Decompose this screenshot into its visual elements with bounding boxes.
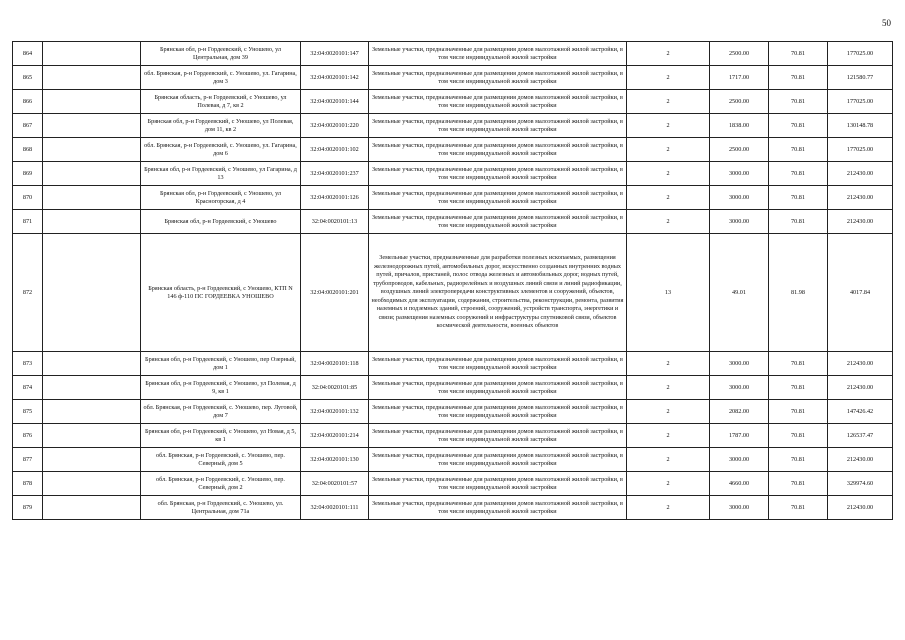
area-cell: 2500.00 — [710, 42, 769, 66]
specific-value-cell: 70.81 — [769, 424, 828, 448]
cadastral-number-cell: 32:04:0020101:111 — [301, 496, 369, 520]
area-cell: 1787.00 — [710, 424, 769, 448]
row-number-cell: 877 — [13, 448, 43, 472]
address-cell: Брянская область, р-н Гордеевский, с Уношево, ул Полевая, д 7, кв 2 — [141, 90, 301, 114]
cadastral-value-cell: 126537.47 — [828, 424, 893, 448]
specific-value-cell: 70.81 — [769, 376, 828, 400]
row-number-cell: 878 — [13, 472, 43, 496]
row-number-cell: 874 — [13, 376, 43, 400]
row-number-cell: 873 — [13, 352, 43, 376]
cadastral-number-cell: 32:04:0020101:147 — [301, 42, 369, 66]
row-number-cell: 866 — [13, 90, 43, 114]
cadastral-number-cell: 32:04:0020101:13 — [301, 210, 369, 234]
row-number-cell: 869 — [13, 162, 43, 186]
row-number-cell: 876 — [13, 424, 43, 448]
blank-cell — [43, 376, 141, 400]
area-cell: 3000.00 — [710, 162, 769, 186]
cadastral-value-cell: 121580.77 — [828, 66, 893, 90]
land-use-cell: Земельные участки, предназначенные для разработки полезных ископаемых, размещения железнодорожных путей, автомобильных дорог, искусственно созданных внутренних водных путей, причалов, пристаней, полос отвода железных и автомобильных дорог, водных путей, трубопроводов, кабельных, радиорелейных и воздушных линий связи и линий радиофикации, воздушных линий электропередачи конструктивных элементов и сооружений, объектов, необходимых для эксплуатации, содержания, строительства, реконструкции, ремонта, развития наземных и подземных зданий, строений, сооружений, устройств транспорта, энергетики и связи; размещения наземных сооружений и инфраструктуры спутниковой связи, объектов космической деятельности, военных объектов — [369, 234, 627, 352]
cadastral-number-cell: 32:04:0020101:132 — [301, 400, 369, 424]
blank-cell — [43, 400, 141, 424]
address-cell: Брянская обл, р-н Гордеевский, с Уношево, ул Красногорская, д 4 — [141, 186, 301, 210]
group-cell: 2 — [627, 90, 710, 114]
address-cell: Брянская обл, р-н Гордеевский, с Уношево, ул Полевая, дом 11, кв 2 — [141, 114, 301, 138]
area-cell: 3000.00 — [710, 352, 769, 376]
specific-value-cell: 70.81 — [769, 114, 828, 138]
specific-value-cell: 70.81 — [769, 448, 828, 472]
table-row — [13, 472, 893, 496]
land-use-cell: Земельные участки, предназначенные для размещения домов малоэтажной жилой застройки, в том числе индивидуальной жилой застройки — [369, 114, 627, 138]
specific-value-cell: 70.81 — [769, 42, 828, 66]
cadastral-number-cell: 32:04:0020101:102 — [301, 138, 369, 162]
specific-value-cell: 70.81 — [769, 138, 828, 162]
cadastral-number-cell: 32:04:0020101:201 — [301, 234, 369, 352]
area-cell: 3000.00 — [710, 210, 769, 234]
address-cell: Брянская область, р-н Гордеевский, с Уношево, КТП N 146 ф-110 ПС ГОРДЕЕВКА УНОШЕВО — [141, 234, 301, 352]
specific-value-cell: 70.81 — [769, 352, 828, 376]
table-row — [13, 234, 893, 352]
table-row — [13, 66, 893, 90]
blank-cell — [43, 496, 141, 520]
blank-cell — [43, 352, 141, 376]
address-cell: обл. Брянская, р-н Гордеевский, с. Уношево, ул. Центральная, дом 71а — [141, 496, 301, 520]
page-number: 50 — [882, 18, 891, 28]
cadastral-number-cell: 32:04:0020101:142 — [301, 66, 369, 90]
group-cell: 2 — [627, 186, 710, 210]
cadastral-number-cell: 32:04:0020101:220 — [301, 114, 369, 138]
group-cell: 2 — [627, 210, 710, 234]
group-cell: 2 — [627, 472, 710, 496]
cadastral-value-cell: 212430.00 — [828, 210, 893, 234]
blank-cell — [43, 114, 141, 138]
land-use-cell: Земельные участки, предназначенные для размещения домов малоэтажной жилой застройки, в том числе индивидуальной жилой застройки — [369, 186, 627, 210]
cadastral-number-cell: 32:04:0020101:118 — [301, 352, 369, 376]
blank-cell — [43, 234, 141, 352]
area-cell: 2082.00 — [710, 400, 769, 424]
area-cell: 3000.00 — [710, 496, 769, 520]
cadastral-value-cell: 212430.00 — [828, 186, 893, 210]
area-cell: 4660.00 — [710, 472, 769, 496]
cadastral-number-cell: 32:04:0020101:237 — [301, 162, 369, 186]
table-row — [13, 496, 893, 520]
table-row — [13, 352, 893, 376]
land-use-cell: Земельные участки, предназначенные для размещения домов малоэтажной жилой застройки, в том числе индивидуальной жилой застройки — [369, 210, 627, 234]
row-number-cell: 867 — [13, 114, 43, 138]
cadastral-value-cell: 130148.78 — [828, 114, 893, 138]
address-cell: обл. Брянская, р-н Гордеевский, с. Уношево, ул. Гагарина, дом 6 — [141, 138, 301, 162]
land-use-cell: Земельные участки, предназначенные для размещения домов малоэтажной жилой застройки, в том числе индивидуальной жилой застройки — [369, 90, 627, 114]
group-cell: 2 — [627, 448, 710, 472]
cadastral-value-table — [12, 41, 893, 520]
table-row — [13, 138, 893, 162]
group-cell: 13 — [627, 234, 710, 352]
land-use-cell: Земельные участки, предназначенные для размещения домов малоэтажной жилой застройки, в том числе индивидуальной жилой застройки — [369, 162, 627, 186]
blank-cell — [43, 448, 141, 472]
table-row — [13, 114, 893, 138]
cadastral-value-cell: 212430.00 — [828, 376, 893, 400]
address-cell: обл. Брянская, р-н Гордеевский, с. Уношево, ул. Гагарина, дом 3 — [141, 66, 301, 90]
table-row — [13, 424, 893, 448]
blank-cell — [43, 90, 141, 114]
specific-value-cell: 70.81 — [769, 186, 828, 210]
cadastral-number-cell: 32:04:0020101:144 — [301, 90, 369, 114]
row-number-cell: 875 — [13, 400, 43, 424]
row-number-cell: 871 — [13, 210, 43, 234]
land-use-cell: Земельные участки, предназначенные для размещения домов малоэтажной жилой застройки, в том числе индивидуальной жилой застройки — [369, 138, 627, 162]
land-use-cell: Земельные участки, предназначенные для размещения домов малоэтажной жилой застройки, в том числе индивидуальной жилой застройки — [369, 42, 627, 66]
cadastral-number-cell: 32:04:0020101:130 — [301, 448, 369, 472]
group-cell: 2 — [627, 400, 710, 424]
specific-value-cell: 70.81 — [769, 162, 828, 186]
address-cell: обл. Брянская, р-н Гордеевский, с. Уношево, пер. Луговой, дом 7 — [141, 400, 301, 424]
blank-cell — [43, 472, 141, 496]
blank-cell — [43, 210, 141, 234]
address-cell: Брянская обл, р-н Гордеевский, с Уношево — [141, 210, 301, 234]
table-row — [13, 162, 893, 186]
table-row — [13, 448, 893, 472]
cadastral-number-cell: 32:04:0020101:126 — [301, 186, 369, 210]
blank-cell — [43, 424, 141, 448]
specific-value-cell: 70.81 — [769, 66, 828, 90]
row-number-cell: 879 — [13, 496, 43, 520]
cadastral-value-cell: 177025.00 — [828, 90, 893, 114]
blank-cell — [43, 66, 141, 90]
area-cell: 49.01 — [710, 234, 769, 352]
group-cell: 2 — [627, 42, 710, 66]
area-cell: 3000.00 — [710, 376, 769, 400]
land-use-cell: Земельные участки, предназначенные для размещения домов малоэтажной жилой застройки, в том числе индивидуальной жилой застройки — [369, 424, 627, 448]
group-cell: 2 — [627, 66, 710, 90]
specific-value-cell: 70.81 — [769, 90, 828, 114]
area-cell: 1717.00 — [710, 66, 769, 90]
area-cell: 3000.00 — [710, 448, 769, 472]
group-cell: 2 — [627, 162, 710, 186]
cadastral-value-cell: 212430.00 — [828, 448, 893, 472]
cadastral-number-cell: 32:04:0020101:57 — [301, 472, 369, 496]
group-cell: 2 — [627, 376, 710, 400]
specific-value-cell: 70.81 — [769, 210, 828, 234]
specific-value-cell: 70.81 — [769, 496, 828, 520]
group-cell: 2 — [627, 352, 710, 376]
address-cell: обл. Брянская, р-н Гордеевский, с. Уношево, пер. Северный, дом 5 — [141, 448, 301, 472]
cadastral-value-cell: 147426.42 — [828, 400, 893, 424]
land-use-cell: Земельные участки, предназначенные для размещения домов малоэтажной жилой застройки, в том числе индивидуальной жилой застройки — [369, 448, 627, 472]
area-cell: 2500.00 — [710, 90, 769, 114]
land-use-cell: Земельные участки, предназначенные для размещения домов малоэтажной жилой застройки, в том числе индивидуальной жилой застройки — [369, 496, 627, 520]
cadastral-value-cell: 329974.60 — [828, 472, 893, 496]
row-number-cell: 872 — [13, 234, 43, 352]
blank-cell — [43, 138, 141, 162]
cadastral-value-cell: 4017.84 — [828, 234, 893, 352]
row-number-cell: 868 — [13, 138, 43, 162]
specific-value-cell: 70.81 — [769, 472, 828, 496]
group-cell: 2 — [627, 138, 710, 162]
land-use-cell: Земельные участки, предназначенные для размещения домов малоэтажной жилой застройки, в том числе индивидуальной жилой застройки — [369, 352, 627, 376]
specific-value-cell: 70.81 — [769, 400, 828, 424]
table-row — [13, 90, 893, 114]
area-cell: 1838.00 — [710, 114, 769, 138]
specific-value-cell: 81.98 — [769, 234, 828, 352]
row-number-cell: 864 — [13, 42, 43, 66]
cadastral-number-cell: 32:04:0020101:214 — [301, 424, 369, 448]
blank-cell — [43, 42, 141, 66]
cadastral-value-cell: 177025.00 — [828, 138, 893, 162]
group-cell: 2 — [627, 496, 710, 520]
row-number-cell: 865 — [13, 66, 43, 90]
address-cell: Брянская обл, р-н Гордеевский, с Уношево, пер Озерный, дом 1 — [141, 352, 301, 376]
row-number-cell: 870 — [13, 186, 43, 210]
land-use-cell: Земельные участки, предназначенные для размещения домов малоэтажной жилой застройки, в том числе индивидуальной жилой застройки — [369, 376, 627, 400]
table-row — [13, 400, 893, 424]
table-row — [13, 42, 893, 66]
area-cell: 2500.00 — [710, 138, 769, 162]
cadastral-value-cell: 212430.00 — [828, 496, 893, 520]
blank-cell — [43, 162, 141, 186]
address-cell: Брянская обл, р-н Гордеевский, с Уношево, ул Гагарина, д 13 — [141, 162, 301, 186]
cadastral-value-cell: 212430.00 — [828, 352, 893, 376]
cadastral-value-cell: 212430.00 — [828, 162, 893, 186]
table-row — [13, 376, 893, 400]
table-row — [13, 186, 893, 210]
table-row — [13, 210, 893, 234]
address-cell: Брянская обл, р-н Гордеевский, с Уношево, ул Полевая, д 9, кв 1 — [141, 376, 301, 400]
land-use-cell: Земельные участки, предназначенные для размещения домов малоэтажной жилой застройки, в том числе индивидуальной жилой застройки — [369, 400, 627, 424]
area-cell: 3000.00 — [710, 186, 769, 210]
cadastral-value-cell: 177025.00 — [828, 42, 893, 66]
address-cell: Брянская обл, р-н Гордеевский, с Уношево, ул Центральная, дом 39 — [141, 42, 301, 66]
land-use-cell: Земельные участки, предназначенные для размещения домов малоэтажной жилой застройки, в том числе индивидуальной жилой застройки — [369, 472, 627, 496]
land-use-cell: Земельные участки, предназначенные для размещения домов малоэтажной жилой застройки, в том числе индивидуальной жилой застройки — [369, 66, 627, 90]
group-cell: 2 — [627, 114, 710, 138]
blank-cell — [43, 186, 141, 210]
address-cell: Брянская обл, р-н Гордеевский, с Уношево, ул Новая, д 5, кв 1 — [141, 424, 301, 448]
cadastral-number-cell: 32:04:0020101:85 — [301, 376, 369, 400]
group-cell: 2 — [627, 424, 710, 448]
address-cell: обл. Брянская, р-н Гордеевский, с. Уношево, пер. Северный, дом 2 — [141, 472, 301, 496]
